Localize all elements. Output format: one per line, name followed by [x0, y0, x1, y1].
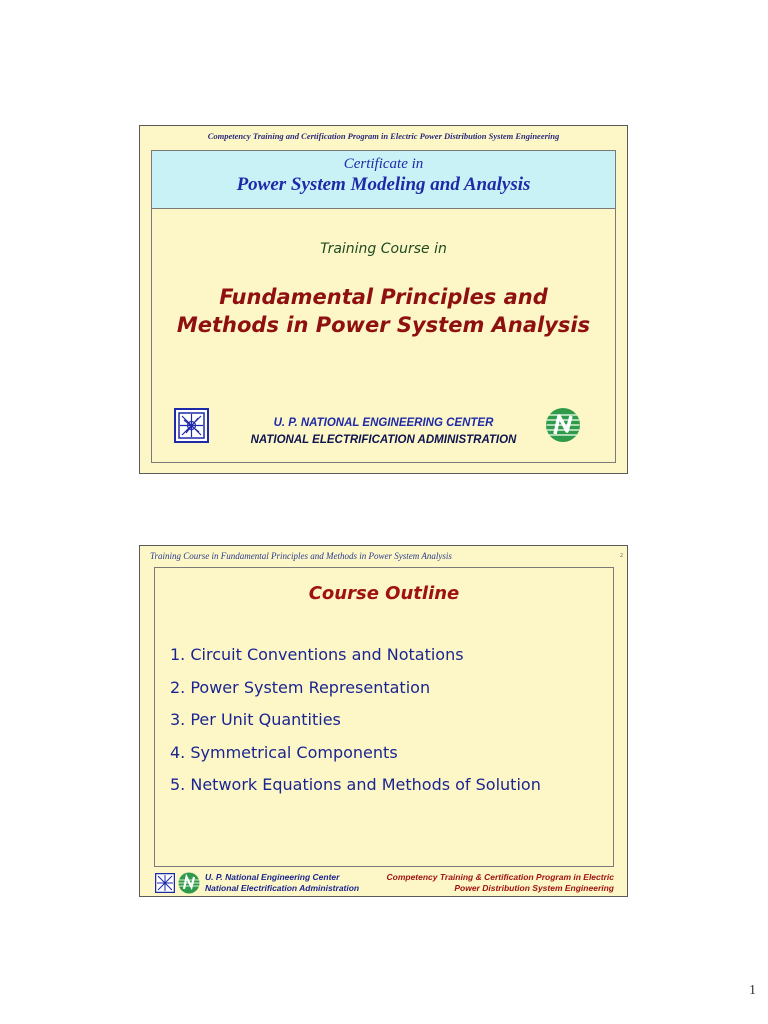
- slide-1: [139, 125, 628, 474]
- slide-2: [139, 545, 628, 897]
- program-header: Competency Training and Certification Program in Electric Power Distribution System Engineering: [207, 131, 560, 141]
- course-title: [152, 283, 615, 339]
- list-item: 1. Circuit Conventions and Notations: [170, 645, 464, 664]
- course-title-line-2: Methods in Power System Analysis: [176, 313, 591, 337]
- upnec-name: U. P. NATIONAL ENGINEERING CENTER: [273, 417, 494, 429]
- certificate-label: Certificate in: [343, 156, 424, 172]
- footer-organizations: [205, 872, 359, 893]
- training-course-label: Training Course in: [320, 241, 447, 257]
- slide-2-header: Training Course in Fundamental Principles and Methods in Power System Analysis: [150, 551, 452, 561]
- page-number: 1: [749, 983, 756, 998]
- list-item: 2. Power System Representation: [170, 677, 431, 697]
- footer-upnec: U. P. National Engineering Center: [205, 872, 340, 882]
- footer-nea: National Electrification Administration: [205, 882, 360, 893]
- slide-2-footer: [154, 868, 614, 892]
- certificate-banner: [152, 151, 615, 209]
- nea-logo-icon: [178, 872, 200, 894]
- slide-number: 2: [620, 553, 623, 559]
- upnec-logo-icon: [155, 873, 175, 893]
- course-outline-list: [170, 645, 541, 808]
- course-title-line-1: Fundamental Principles and: [219, 285, 548, 309]
- footer-program-line-1: Competency Training & Certification Program in Electric: [386, 872, 614, 882]
- nea-name: NATIONAL ELECTRIFICATION ADMINISTRATION: [250, 434, 517, 446]
- certificate-title: Power System Modeling and Analysis: [236, 174, 531, 195]
- footer-program-line-2: Power Distribution System Engineering: [454, 882, 614, 893]
- slide-1-frame: [151, 150, 616, 463]
- list-item: 3. Per Unit Quantities: [170, 710, 341, 729]
- course-outline-title: Course Outline: [308, 583, 460, 604]
- nea-logo-icon: [545, 407, 581, 443]
- list-item: 5. Network Equations and Methods of Solution: [170, 775, 541, 794]
- slide-2-frame: [154, 567, 614, 867]
- list-item: 4. Symmetrical Components: [170, 742, 398, 762]
- footer-program: [386, 872, 614, 893]
